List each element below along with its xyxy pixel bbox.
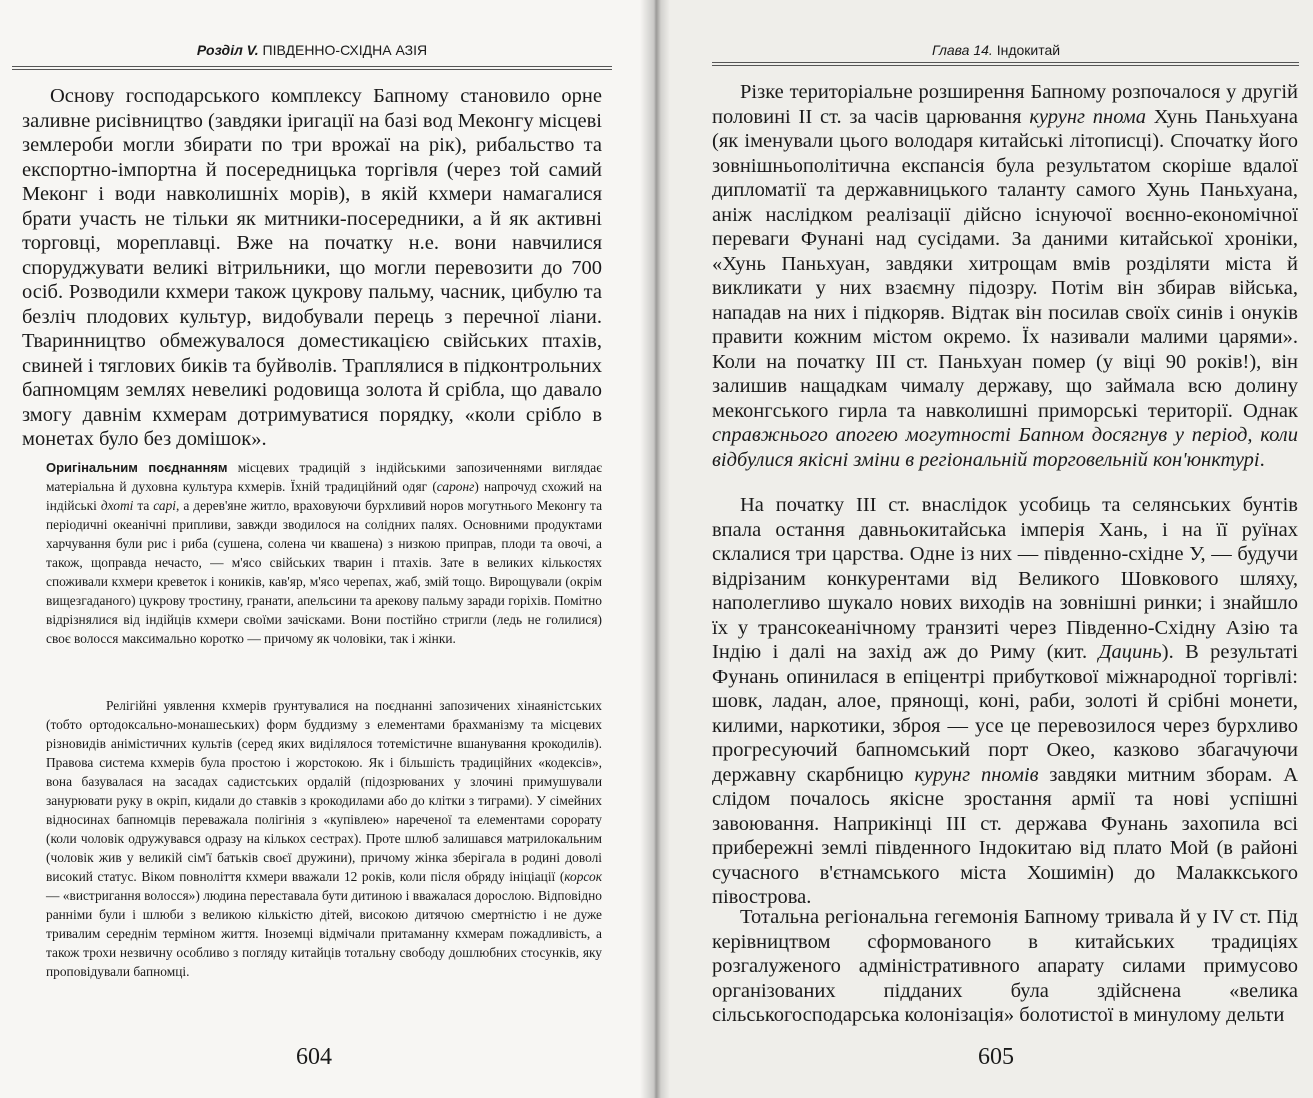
note-text: Релігійні уявлення кхмерів ґрунтувалися на поєднанні запозичених хінаяністських (тобто ортодоксально-монашеських) форм буддизму з елементами брахманізму та місцевих різновидів анімістичних культів (серед яких виділялося тотемістичне вшанування крокодилів). Правова система кхмерів була простою і жорстокою. Як і більшість традиційних «кодексів», вона базувалася на засадах садистських ордалій (підозрюваних у злочині примушували занурювати руку в окріп, кидали до ставків з крокодилами або до клітки з тиграми). У сімейних відносинах бапномців переважала полігінія з «купівлею» нареченої та елементами сорорату (коли чоловік одружувався одразу на кількох сестрах). Проте шлюб залишався матрилокальним (чоловік жив у великій сім'ї батьків своєї дружини), причому жінка зберігала в родині доволі високий статус. Віком повноліття кхмери вважали 12 років, коли після обряду ініціації ( [46, 698, 602, 884]
paragraph-expansion [712, 80, 1298, 472]
header-chapter: Глава 14. [932, 42, 993, 58]
term-kurung-pnomiv: курунг пномів [914, 763, 1039, 786]
term-dhoti: дхоті [100, 498, 134, 513]
paragraph-trade [712, 493, 1298, 910]
emphasis-apogee: справжнього апогею могутності Бапном досягнув у період, коли відбулися якісні зміни в регіональній торговельній кон'юнктурі [712, 424, 1298, 471]
note-text: , а дерев'яне житло, враховуючи бурхливий норов могутнього Меконгу та періодичні океанічні припливи, завжди зводилося на солідних палях. Основними продуктами харчування були рис і риба (сушена, солена чи квашена) з низкою приправ, плоди та овочі, а також, щоправда нечасто, — м'ясо свійських тварин і птахів. Зате в великих кількостях споживали кхмери креветок і коників, кав'яр, м'ясо черепах, жаб, змій тощо. Вирощували (окрім вищезгаданого) цукрову тростину, гранати, апельсини та арекову пальму заради горіхів. Помітно відрізнялися від індійців кхмери своїми зачісками. Вони постійно стригли (ледь не голилися) своє волосся максимально коротко — причому як чоловіки, так і жінки. [46, 498, 603, 646]
main-paragraph: Основу господарського комплексу Бапному становило орне заливне рисівництво (завдяки іригації на базі вод Меконгу місцеві землероби могли збирати по три врожаї на рік), рибальство та експортно-імпортна й посередницька торгівля (через той самий Меконг і води навколишніх морів), в якій кхмери намагалися брати участь не тільки як митники-посередники, а й як активні торговці, мореплавці. Вже на початку н.е. вони навчилися споруджувати великі вітрильники, що могли перевозити до 700 осіб. Розводили кхмери також цукрову пальму, часник, цибулю та безліч плодових культур, видобували перець з перечної ліани. Тваринництво обмежувалося доместикацією свійських птахів, свиней і тяглових биків та буйволів. Траплялися в підконтрольних бапномцям землях невеликі родовища золота й срібла, що давало змогу давнім кхмерам дотримуватися порядку, «коли срібло в монетах було без домішок». [22, 85, 602, 450]
paragraph-text: На початку III ст. внаслідок усобиць та селянських бунтів впала остання давньокитайська імперія Хань, і на її руїнах склалися три царства. Одне із них — південно-східне У, — будучи відрізаним конкурентами від Великого Шовкового шляху, наполегливо шукало нових виходів на зовнішні ринки; і знайшло їх у трансокеанічному транзиті через Південно-Східну Азію та Індію і далі на захід аж до Риму (кит. [712, 494, 1298, 663]
term-kurung-pnoma: курунг пнома [1029, 105, 1147, 128]
note-paragraph-religion [46, 696, 602, 981]
left-page [0, 0, 655, 1098]
note-paragraph-culture [46, 458, 602, 648]
running-header-right [712, 40, 1299, 66]
note-text: — «вистригання волосся») людина переставала бути дитиною і вважалася дорослою. Відповідно ранніми були і шлюби з великою кількістю дітей, високою дитячою смертністю і не дуже тривалим середнім терміном життя. Іноземці відмічали притаманну кхмерам пожадливість, а також трохи незвичну особливо з погляду китайців тотальну свободу дошлюбних стосунків, яку проповідували бапномці. [46, 888, 602, 979]
term-sarong: саронг [436, 479, 475, 494]
book-gutter-shadow [640, 0, 670, 1098]
term-korsok: корсок [564, 869, 602, 884]
note-lead: Оригінальним поєднанням [46, 460, 228, 475]
note-text: та [133, 498, 154, 513]
term-dacin: Дацинь [1098, 641, 1162, 663]
note-text: місцевих традицій з індійськими запозиченнями виглядає матеріальна й духовна культура кхмерів. Їхній традиційний одяг ( [46, 460, 603, 494]
paragraph-text: завдяки митним зборам. А слідом почалось якісне зростання армії та нові успішні завоювання. Наприкінці III ст. держава Фунань захопила всі прибережні землі південного Індокитаю від плато Мой (в районі сучасного в'єтнамського міста Хошимін) до Малаккського півострова. [712, 763, 1299, 908]
paragraph-text: Різке територіальне розширення Бапному розпочалося у другій половині II ст. за часів царювання [712, 81, 1298, 128]
page-number-right: 605 [978, 1044, 1014, 1070]
note-text: ) напрочуд схожий на індійські [46, 479, 602, 513]
term-sari: сарі [153, 498, 176, 513]
running-header-left [12, 40, 612, 70]
paragraph-text: . [1259, 448, 1265, 471]
paragraph-hegemony: Тотальна регіональна гегемонія Бапному тривала й у IV ст. Під керівництвом сформованого в китайських традиціях розгалуженого адміністративного апарату силами примусово організованих підданих була здійснена «велика сільськогосподарська колонізація» болотистої в минулому дельти [712, 906, 1298, 1026]
header-title: ПІВДЕННО-СХІДНА АЗІЯ [262, 42, 428, 58]
header-chapter: Розділ V. [196, 42, 259, 58]
page-number-left: 604 [296, 1044, 332, 1070]
paragraph-text: ). В результаті Фунань опинилася в епіцентрі прибуткової міжнародної торгівлі: шовк, ладан, алое, прянощі, коні, раби, золоті й срібні монети, килими, наркотики, зброя — усе це перевозилося через бурхливо прогресуючий бапномський порт Океo, казково збагачуючи державну скарбницю [712, 641, 1298, 786]
right-page [655, 0, 1313, 1098]
paragraph-text: Хунь Паньхуана (як іменували цього володаря китайські літописці). Спочатку його зовнішньополітична експансія була результатом скоріше вдалої дипломатії та державницького таланту самого Хунь Паньхуана, аніж наслідком реалізації дійсно існуючої воєнно-економічної переваги Фунані над сусідами. За даними китайської хроніки, «Хунь Паньхуан, завдяки хитрощам вмів розділяти міста й викликати у них взаємну підозру. Потім він збирав війська, нападав на них і підкоряв. Відтак він посилав своїх синів і онуків правити кожним містом окремо. Їх називали малими царями». Коли на початку III ст. Паньхуан помер (у віці 90 років!), він залишив нащадкам чималу державу, що займала всю долину меконгського гирла та навколишні приморські території. Однак [712, 105, 1298, 422]
header-title: Індокитай [996, 42, 1061, 58]
